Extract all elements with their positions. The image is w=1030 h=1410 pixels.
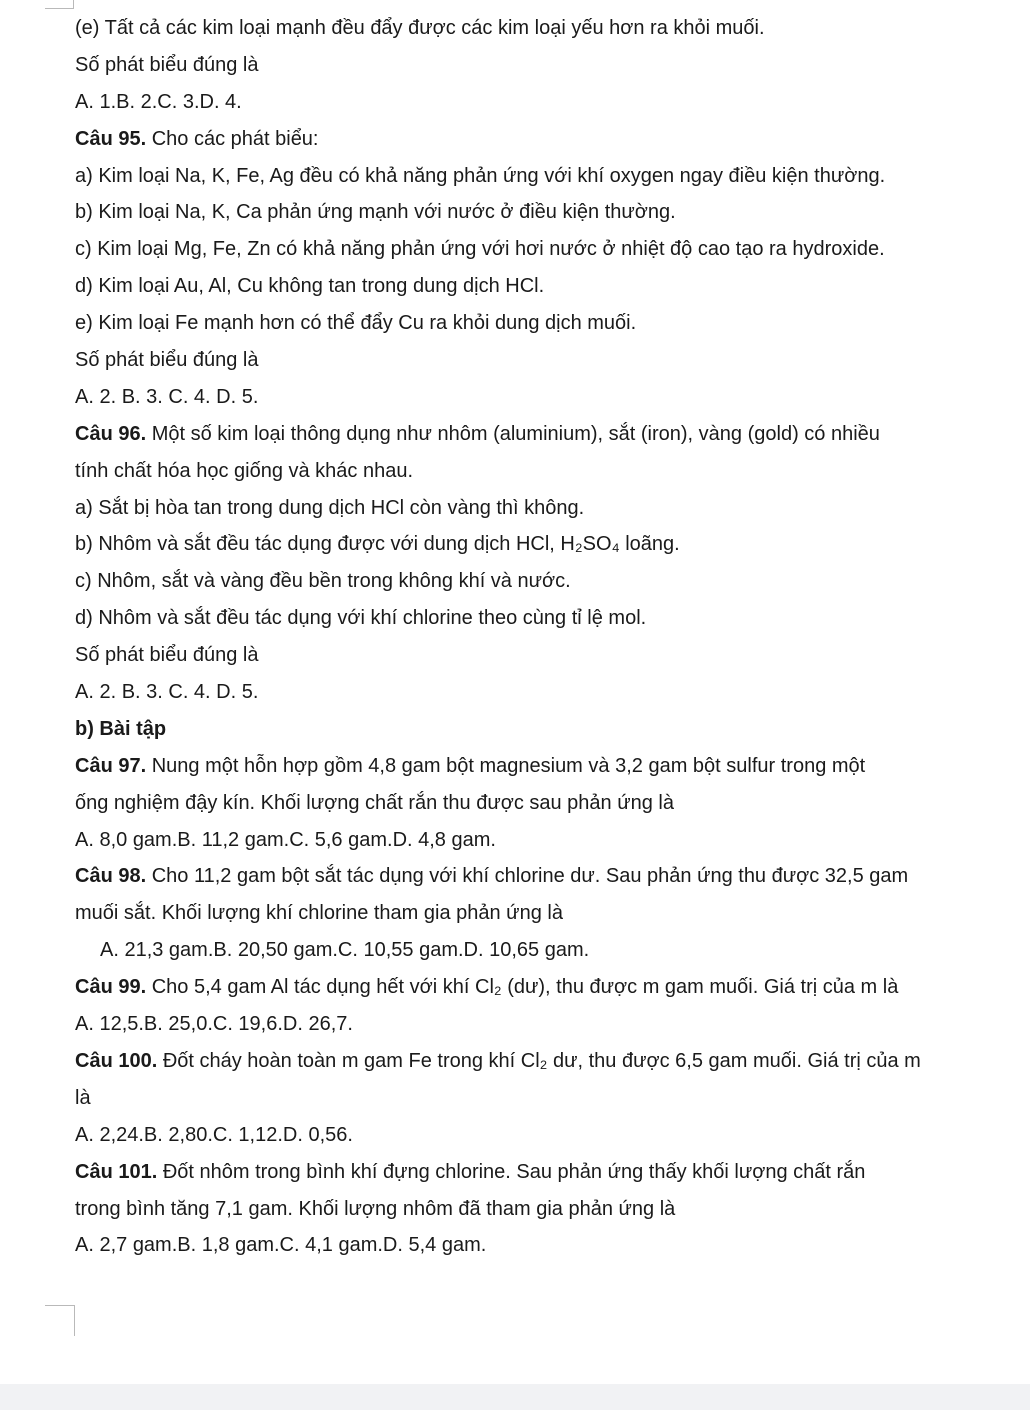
text-line — [0, 674, 1030, 711]
text-line — [0, 563, 1030, 600]
text-line — [0, 1227, 1030, 1264]
bold-label: Câu 97. — [75, 754, 147, 777]
line-text: Cho các phát biểu: — [146, 127, 319, 150]
line-text: A. 8,0 gam.B. 11,2 gam.C. 5,6 gam.D. 4,8 gam. — [75, 828, 496, 851]
line-text: b) Kim loại Na, K, Ca phản ứng mạnh với nước ở điều kiện thường. — [75, 201, 676, 224]
text-line — [0, 231, 1030, 268]
line-text: Số phát biểu đúng là — [75, 644, 259, 667]
line-text: A. 2,7 gam.B. 1,8 gam.C. 4,1 gam.D. 5,4 gam. — [75, 1234, 487, 1257]
line-text: A. 2. B. 3. C. 4. D. 5. — [75, 681, 259, 704]
text-line — [0, 453, 1030, 490]
text-line — [0, 379, 1030, 416]
line-text: Nung một hỗn hợp gồm 4,8 gam bột magnesium và 3,2 gam bột sulfur trong một — [146, 754, 866, 777]
text-line — [0, 1191, 1030, 1228]
bold-label: Câu 95. — [75, 127, 147, 150]
text-line — [0, 785, 1030, 822]
text-line — [0, 1154, 1030, 1191]
line-text: tính chất hóa học giống và khác nhau. — [75, 459, 414, 482]
text-line — [0, 84, 1030, 121]
line-text: Một số kim loại thông dụng như nhôm (aluminium), sắt (iron), vàng (gold) có nhiều — [146, 422, 880, 445]
text-line — [0, 1006, 1030, 1043]
line-text: a) Sắt bị hòa tan trong dung dịch HCl còn vàng thì không. — [75, 496, 585, 519]
text-line — [0, 342, 1030, 379]
text-line — [0, 895, 1030, 932]
text-line — [0, 194, 1030, 231]
text-line — [0, 268, 1030, 305]
line-text: A. 12,5.B. 25,0.C. 19,6.D. 26,7. — [75, 1013, 353, 1036]
text-line — [0, 305, 1030, 342]
page-corner-mark-bottom — [45, 1305, 75, 1336]
bold-label: Câu 96. — [75, 422, 147, 445]
text-line — [0, 416, 1030, 453]
line-text: Đốt nhôm trong bình khí đựng chlorine. Sau phản ứng thấy khối lượng chất rắn — [157, 1160, 866, 1183]
line-text: ống nghiệm đậy kín. Khối lượng chất rắn thu được sau phản ứng là — [75, 791, 674, 814]
line-text: là — [75, 1086, 91, 1109]
text-line — [0, 1080, 1030, 1117]
page-corner-mark-top — [45, 0, 74, 9]
line-text: Số phát biểu đúng là — [75, 53, 259, 76]
bold-label: Câu 101. — [75, 1160, 158, 1183]
line-text: muối sắt. Khối lượng khí chlorine tham gia phản ứng là — [75, 902, 563, 925]
page-content — [0, 10, 1030, 1264]
text-line — [0, 711, 1030, 748]
text-line — [0, 748, 1030, 785]
text-line — [0, 490, 1030, 527]
text-line — [0, 1043, 1030, 1080]
line-text: c) Kim loại Mg, Fe, Zn có khả năng phản ứng với hơi nước ở nhiệt độ cao tạo ra hydroxide. — [75, 238, 885, 261]
text-line — [0, 969, 1030, 1006]
bold-label: Câu 98. — [75, 865, 147, 888]
text-line — [0, 822, 1030, 859]
line-text: A. 21,3 gam.B. 20,50 gam.C. 10,55 gam.D. 10,65 gam. — [100, 939, 590, 962]
line-text: (e) Tất cả các kim loại mạnh đều đẩy được các kim loại yếu hơn ra khỏi muối. — [75, 17, 765, 39]
bold-label: Câu 100. — [75, 1049, 158, 1072]
text-line — [0, 121, 1030, 158]
line-text: e) Kim loại Fe mạnh hơn có thể đẩy Cu ra khỏi dung dịch muối. — [75, 312, 637, 335]
line-text: b) Nhôm và sắt đều tác dụng được với dung dịch HCl, H₂SO₄ loãng. — [75, 533, 680, 556]
text-line — [0, 858, 1030, 895]
line-text: A. 2,24.B. 2,80.C. 1,12.D. 0,56. — [75, 1123, 353, 1146]
bold-label: Câu 99. — [75, 976, 147, 999]
line-text: Cho 11,2 gam bột sắt tác dụng với khí chlorine dư. Sau phản ứng thu được 32,5 gam — [146, 865, 909, 888]
line-text: Số phát biểu đúng là — [75, 349, 259, 372]
text-line — [0, 158, 1030, 195]
text-line — [0, 600, 1030, 637]
bold-label: b) Bài tập — [75, 717, 167, 740]
line-text: A. 2. B. 3. C. 4. D. 5. — [75, 385, 259, 408]
text-line — [0, 526, 1030, 563]
text-line — [0, 47, 1030, 84]
text-line — [0, 10, 1030, 47]
text-line — [0, 932, 1030, 969]
line-text: trong bình tăng 7,1 gam. Khối lượng nhôm đã tham gia phản ứng là — [75, 1197, 676, 1220]
text-line — [0, 1117, 1030, 1154]
line-text: Cho 5,4 gam Al tác dụng hết với khí Cl₂ (dư), thu được m gam muối. Giá trị của m là — [146, 976, 899, 999]
line-text: a) Kim loại Na, K, Fe, Ag đều có khả năng phản ứng với khí oxygen ngay điều kiện thường. — [75, 164, 886, 187]
page-footer-band — [0, 1384, 1030, 1410]
line-text: A. 1.B. 2.C. 3.D. 4. — [75, 90, 242, 113]
line-text: d) Kim loại Au, Al, Cu không tan trong dung dịch HCl. — [75, 275, 545, 298]
line-text: d) Nhôm và sắt đều tác dụng với khí chlorine theo cùng tỉ lệ mol. — [75, 607, 647, 630]
text-line — [0, 637, 1030, 674]
line-text: Đốt cháy hoàn toàn m gam Fe trong khí Cl₂ dư, thu được 6,5 gam muối. Giá trị của m — [157, 1049, 921, 1072]
line-text: c) Nhôm, sắt và vàng đều bền trong không khí và nước. — [75, 570, 571, 593]
